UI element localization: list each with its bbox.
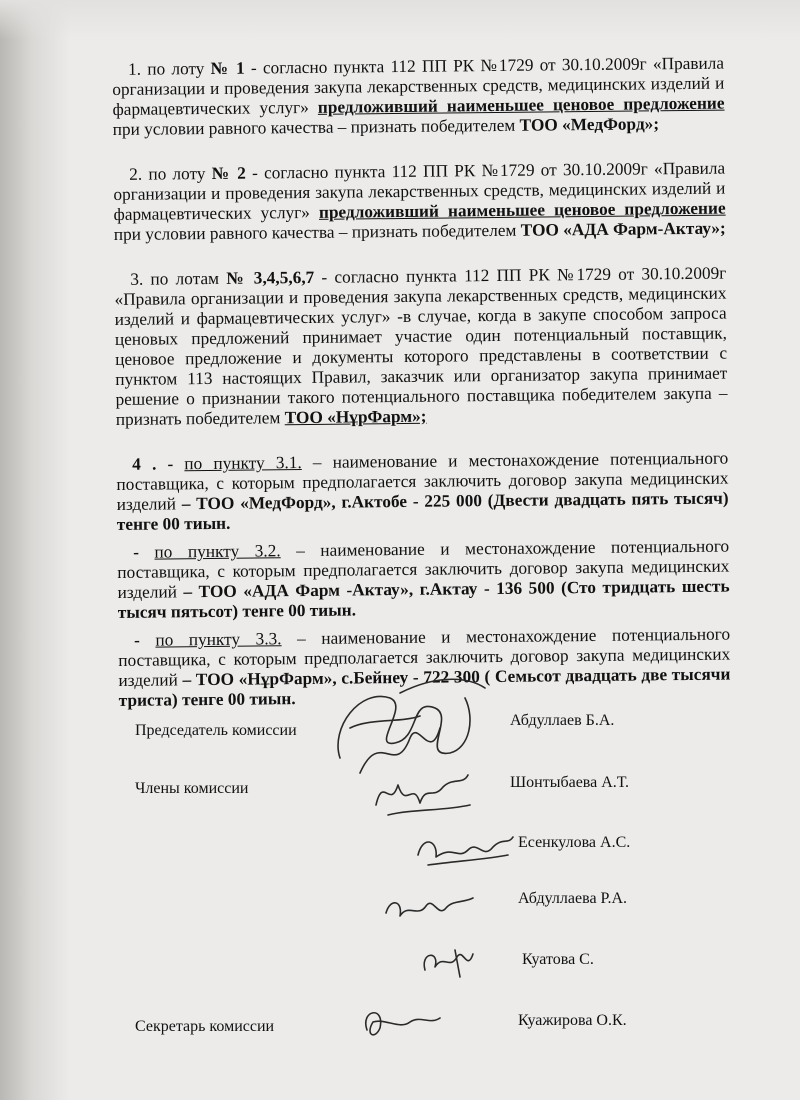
para-num: 3. (130, 269, 144, 289)
member-name-4: Куатова С. (522, 951, 594, 968)
item-lead: - (133, 542, 140, 562)
para-lead: по лоту (147, 59, 205, 79)
winner-name: ТОО «МедФорд»; (519, 114, 660, 135)
item-text: – наименование и местонахождение потенциального поставщика, с которым предполагается заключить договор закупа медицинских изделий (117, 536, 730, 602)
item-text: – наименование и местонахождение потенциального поставщика, с которым предполагается заключить договор закупа медицинских изделий (116, 448, 729, 514)
para-text: - согласно пункта 112 ПП РК №1729 от 30.10.2009г «Правила организации и проведения закупа лекарственных средств, медицинских изделий и фармацевтических услуг» (112, 53, 725, 119)
item-lead: - (133, 630, 140, 650)
para-num: 1. (127, 59, 142, 79)
member-name-3: Абдуллаева Р.А. (518, 890, 627, 907)
item-3-2 (117, 537, 730, 623)
item-supplier: – ТОО «АДА Фарм -Актау», г.Актау - 136 500 (Сто тридцать шесть тысяч пятьсот) тенге 00 тиын. (117, 576, 730, 622)
para-condition: при условии равного качества – признать победителем (113, 220, 517, 244)
lot-number: № 1 (210, 58, 245, 78)
member-signature-2 (408, 825, 518, 875)
para-emphasis: предложивший наименьшее ценовое предложение (318, 198, 726, 222)
secretary-signature (355, 1000, 445, 1050)
secretary-label: Секретарь комиссии (135, 1018, 275, 1035)
member-signature-1 (368, 765, 478, 825)
winner-name: ТОО «АДА Фарм-Актау»; (520, 218, 726, 240)
member-signature-4 (415, 942, 485, 982)
item-lead: 4 . - (132, 454, 174, 474)
winner-name: ТОО «НұрФарм»; (284, 406, 427, 428)
item-ref: по пункту 3.1. (184, 453, 302, 474)
chair-name: Абдуллаев Б.А. (510, 712, 615, 729)
scan-shadow-edge (0, 0, 70, 1100)
paragraph-lots-3-7 (114, 264, 728, 430)
item-supplier: – ТОО «НұрФарм», с.Бейнеу - 722 300 ( Семьсот двадцать две тысячи триста) тенге 00 тиын. (118, 664, 731, 710)
para-lead: по лоту (148, 164, 206, 184)
para-emphasis: предложивший наименьшее ценовое предложение (317, 93, 725, 117)
item-ref: по пункту 3.2. (154, 541, 281, 562)
document-body (112, 54, 731, 719)
para-condition: при условии равного качества – признать победителем (112, 115, 516, 139)
para-lead: по лотам (150, 268, 220, 289)
member-name-1: Шонтыбаева А.Т. (510, 774, 629, 791)
lot-number: № 2 (211, 163, 246, 183)
chair-label: Председатель комиссии (135, 722, 297, 739)
para-num: 2. (129, 164, 143, 184)
item-3-1 (116, 449, 729, 535)
paragraph-lot-1 (112, 54, 725, 140)
paragraph-lot-2 (113, 159, 726, 245)
scan-shadow-top (0, 0, 800, 40)
item-ref: по пункту 3.3. (155, 629, 282, 650)
member-signature-3 (378, 888, 478, 928)
para-text: - согласно пункта 112 ПП РК №1729 от 30.10.2009г «Правила организации и проведения закупа лекарственных средств, медицинских изделий и фармацевтических услуг» (113, 158, 726, 224)
lot-number: № 3,4,5,6,7 (226, 267, 315, 288)
secretary-name: Куажирова О.К. (518, 1012, 627, 1029)
members-label: Члены комиссии (135, 780, 249, 797)
item-text: – наименование и местонахождение потенциального поставщика, с которым предполагается заключить договор закупа медицинских изделий (118, 624, 731, 690)
member-name-2: Есенкулова А.С. (518, 834, 631, 851)
item-supplier: – ТОО «МедФорд», г.Актобе - 225 000 (Двести двадцать пять тысяч) тенге 00 тиын. (116, 488, 729, 534)
para-text: - согласно пункта 112 ПП РК №1729 от 30.10.2009г «Правила организации и проведения закупа лекарственных средств, медицинских изделий и фармацевтических услуг» -в случае, когда в закупе способом запроса ценовых предложений принимает участие один потенциальный поставщик, ценовое предложение и документы которого представлены в соответствии с пунктом 113 настоящих Правил, заказчик или организатор закупа принимает решение о признании такого потенциального поставщика победителем закупа – признать победителем (114, 263, 728, 429)
